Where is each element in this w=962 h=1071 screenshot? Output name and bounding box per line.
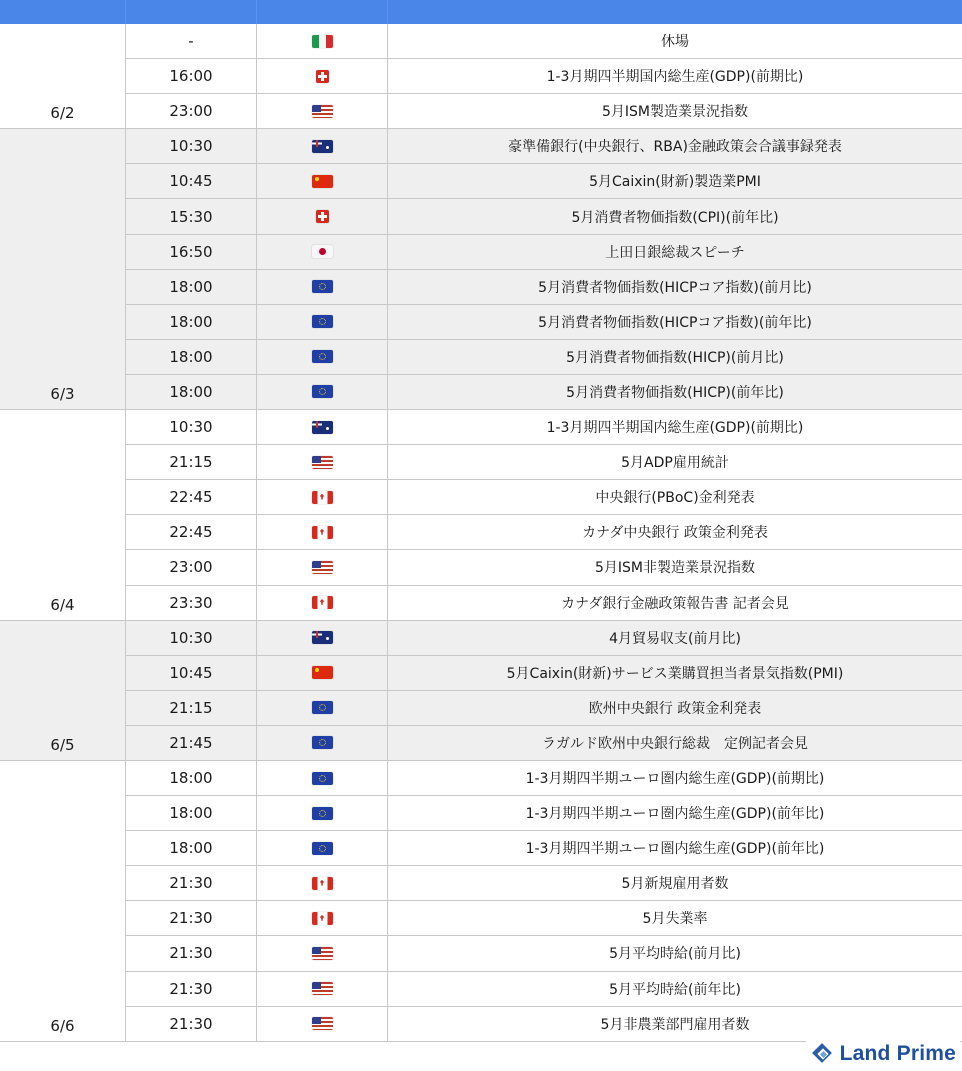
date-cell: 6/5 xyxy=(0,621,126,761)
country-cell xyxy=(257,375,388,410)
country-cell xyxy=(257,761,388,796)
country-cell xyxy=(257,691,388,726)
time-cell: 23:00 xyxy=(126,550,257,585)
event-cell: 5月消費者物価指数(HICP)(前月比) xyxy=(388,340,962,375)
event-cell: 5月消費者物価指数(HICP)(前年比) xyxy=(388,375,962,410)
country-cell xyxy=(257,305,388,340)
event-cell: 5月Caixin(財新)サービス業購買担当者景気指数(PMI) xyxy=(388,656,962,691)
country-cell xyxy=(257,129,388,164)
us-flag-icon xyxy=(312,105,333,118)
header-time-column xyxy=(126,0,257,24)
event-cell: 1-3月期四半期国内総生産(GDP)(前期比) xyxy=(388,410,962,445)
event-cell: 5月ISM製造業景況指数 xyxy=(388,94,962,129)
header-date-column xyxy=(0,0,126,24)
canada-flag-icon xyxy=(312,596,333,609)
date-cell: 6/4 xyxy=(0,410,126,621)
eu-flag-icon xyxy=(312,385,333,398)
country-cell xyxy=(257,656,388,691)
time-cell: 21:30 xyxy=(126,901,257,936)
event-cell: 5月消費者物価指数(HICPコア指数)(前年比) xyxy=(388,305,962,340)
time-cell: 21:30 xyxy=(126,1007,257,1042)
header-country-column xyxy=(257,0,388,24)
table-header-bar xyxy=(0,0,962,24)
event-cell: 5月ADP雇用統計 xyxy=(388,445,962,480)
time-cell: 21:30 xyxy=(126,866,257,901)
time-cell: 21:15 xyxy=(126,691,257,726)
country-cell xyxy=(257,901,388,936)
event-cell: 1-3月期四半期国内総生産(GDP)(前期比) xyxy=(388,59,962,94)
event-cell: 5月消費者物価指数(HICPコア指数)(前月比) xyxy=(388,270,962,305)
country-cell xyxy=(257,480,388,515)
logo-text: Land Prime xyxy=(839,1042,956,1065)
time-cell: 21:15 xyxy=(126,445,257,480)
us-flag-icon xyxy=(312,982,333,995)
time-cell: - xyxy=(126,24,257,59)
canada-flag-icon xyxy=(312,491,333,504)
australia-flag-icon xyxy=(312,421,333,434)
event-cell: 上田日銀総裁スピーチ xyxy=(388,235,962,270)
eu-flag-icon xyxy=(312,315,333,328)
italy-flag-icon xyxy=(312,35,333,48)
country-cell xyxy=(257,515,388,550)
time-cell: 21:30 xyxy=(126,936,257,971)
eu-flag-icon xyxy=(312,772,333,785)
header-event-column xyxy=(388,0,962,24)
time-cell: 18:00 xyxy=(126,761,257,796)
country-cell xyxy=(257,235,388,270)
country-cell xyxy=(257,866,388,901)
us-flag-icon xyxy=(312,947,333,960)
switzerland-flag-icon xyxy=(316,70,329,83)
us-flag-icon xyxy=(312,1017,333,1030)
eu-flag-icon xyxy=(312,736,333,749)
event-cell: 中央銀行(PBoC)金利発表 xyxy=(388,480,962,515)
time-cell: 23:00 xyxy=(126,94,257,129)
country-cell xyxy=(257,410,388,445)
country-cell xyxy=(257,59,388,94)
time-cell: 16:50 xyxy=(126,235,257,270)
australia-flag-icon xyxy=(312,631,333,644)
event-cell: 休場 xyxy=(388,24,962,59)
event-cell: 5月新規雇用者数 xyxy=(388,866,962,901)
time-cell: 23:30 xyxy=(126,586,257,621)
event-cell: カナダ中央銀行 政策金利発表 xyxy=(388,515,962,550)
event-cell: 5月ISM非製造業景況指数 xyxy=(388,550,962,585)
country-cell xyxy=(257,24,388,59)
time-cell: 10:45 xyxy=(126,656,257,691)
china-flag-icon xyxy=(312,175,333,188)
country-cell xyxy=(257,199,388,234)
eu-flag-icon xyxy=(312,350,333,363)
event-cell: 豪準備銀行(中央銀行、RBA)金融政策会合議事録発表 xyxy=(388,129,962,164)
date-cell: 6/2 xyxy=(0,24,126,129)
event-cell: 1-3月期四半期ユーロ圏内総生産(GDP)(前期比) xyxy=(388,761,962,796)
time-cell: 21:30 xyxy=(126,972,257,1007)
time-cell: 21:45 xyxy=(126,726,257,761)
country-cell xyxy=(257,445,388,480)
country-cell xyxy=(257,94,388,129)
canada-flag-icon xyxy=(312,526,333,539)
canada-flag-icon xyxy=(312,912,333,925)
china-flag-icon xyxy=(312,666,333,679)
country-cell xyxy=(257,831,388,866)
time-cell: 22:45 xyxy=(126,480,257,515)
eu-flag-icon xyxy=(312,807,333,820)
land-prime-logo-icon xyxy=(812,1043,834,1065)
country-cell xyxy=(257,972,388,1007)
japan-flag-icon xyxy=(312,245,333,258)
time-cell: 18:00 xyxy=(126,305,257,340)
country-cell xyxy=(257,621,388,656)
eu-flag-icon xyxy=(312,842,333,855)
country-cell xyxy=(257,936,388,971)
time-cell: 10:30 xyxy=(126,410,257,445)
time-cell: 18:00 xyxy=(126,375,257,410)
event-cell: 5月消費者物価指数(CPI)(前年比) xyxy=(388,199,962,234)
time-cell: 15:30 xyxy=(126,199,257,234)
event-cell: 5月非農業部門雇用者数 xyxy=(388,1007,962,1042)
time-cell: 22:45 xyxy=(126,515,257,550)
country-cell xyxy=(257,1007,388,1042)
time-cell: 16:00 xyxy=(126,59,257,94)
event-cell: 欧州中央銀行 政策金利発表 xyxy=(388,691,962,726)
event-cell: ラガルド欧州中央銀行総裁 定例記者会見 xyxy=(388,726,962,761)
australia-flag-icon xyxy=(312,140,333,153)
country-cell xyxy=(257,586,388,621)
eu-flag-icon xyxy=(312,280,333,293)
country-cell xyxy=(257,164,388,199)
us-flag-icon xyxy=(312,561,333,574)
land-prime-logo xyxy=(806,1040,960,1068)
event-cell: 5月失業率 xyxy=(388,901,962,936)
country-cell xyxy=(257,796,388,831)
time-cell: 18:00 xyxy=(126,340,257,375)
time-cell: 10:30 xyxy=(126,129,257,164)
country-cell xyxy=(257,270,388,305)
event-cell: 5月平均時給(前年比) xyxy=(388,972,962,1007)
country-cell xyxy=(257,726,388,761)
canada-flag-icon xyxy=(312,877,333,890)
event-cell: 1-3月期四半期ユーロ圏内総生産(GDP)(前年比) xyxy=(388,796,962,831)
time-cell: 10:30 xyxy=(126,621,257,656)
event-cell: 1-3月期四半期ユーロ圏内総生産(GDP)(前年比) xyxy=(388,831,962,866)
time-cell: 18:00 xyxy=(126,831,257,866)
switzerland-flag-icon xyxy=(316,210,329,223)
economic-calendar-table xyxy=(0,24,962,1042)
event-cell: 5月Caixin(財新)製造業PMI xyxy=(388,164,962,199)
time-cell: 18:00 xyxy=(126,270,257,305)
eu-flag-icon xyxy=(312,701,333,714)
us-flag-icon xyxy=(312,456,333,469)
country-cell xyxy=(257,340,388,375)
event-cell: カナダ銀行金融政策報告書 記者会見 xyxy=(388,586,962,621)
country-cell xyxy=(257,550,388,585)
date-cell: 6/6 xyxy=(0,761,126,1042)
date-cell: 6/3 xyxy=(0,129,126,410)
event-cell: 4月貿易収支(前月比) xyxy=(388,621,962,656)
time-cell: 10:45 xyxy=(126,164,257,199)
event-cell: 5月平均時給(前月比) xyxy=(388,936,962,971)
time-cell: 18:00 xyxy=(126,796,257,831)
